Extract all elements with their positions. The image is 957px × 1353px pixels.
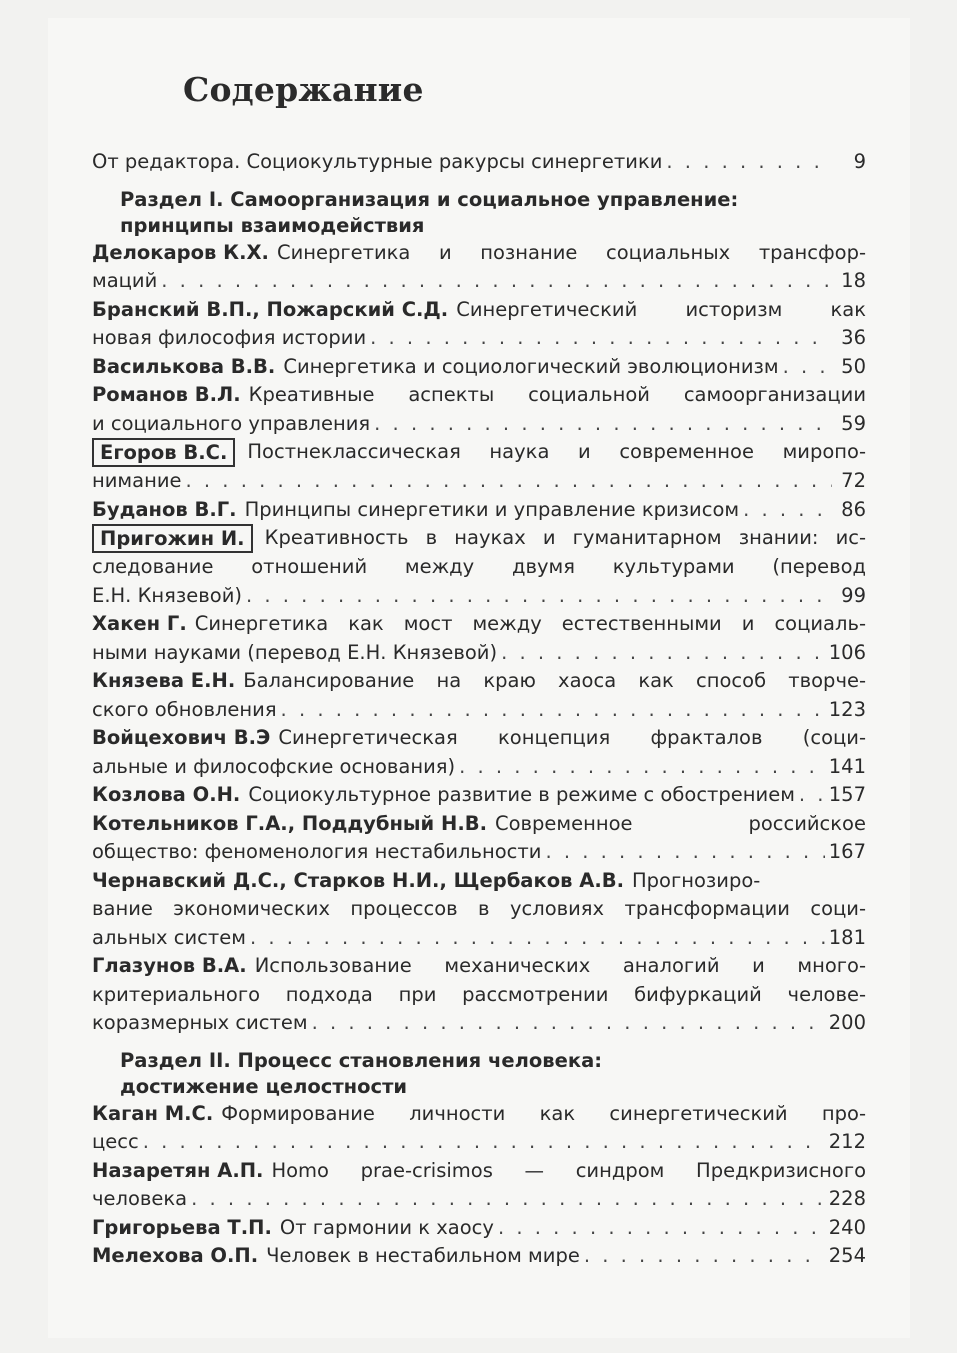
page-number: 157 (828, 783, 866, 806)
toc-entry (92, 810, 866, 867)
entry-title-line: Современное российское (495, 811, 866, 835)
toc-entry (92, 353, 866, 382)
entry-author: Хакен Г. (92, 612, 187, 635)
entry-author: Буданов В.Г. (92, 497, 237, 521)
toc-entry (92, 148, 866, 177)
page-number: 254 (828, 1244, 866, 1267)
dot-leader (666, 148, 832, 177)
entry-title-line: Принципы синергетики и управление кризисом (244, 497, 740, 521)
entry-title-line: Прогнозиро- (632, 868, 761, 892)
entry-title-line: Синергетика и социологический эволюционизм (283, 354, 779, 378)
toc-entry (92, 610, 866, 667)
entry-title-line: следование отношений между двумя культурами (перевод (92, 555, 866, 578)
page-number: 181 (828, 925, 866, 949)
entry-title-line: вание экономических процессов в условиях трансформации соци- (92, 897, 866, 920)
entry-title-line: человека (92, 1187, 188, 1210)
entry-title-line: Постнеклассическая наука и современное миропо- (247, 440, 866, 463)
page-number: 200 (828, 1011, 866, 1034)
entry-title-line: Синергетический историзм как (456, 297, 866, 321)
section-heading (92, 187, 866, 239)
entry-title-line: цесс (92, 1130, 139, 1153)
entry-title-line: Homo prae-crisimos — синдром Предкризисного (271, 1158, 866, 1182)
page-number: 167 (828, 840, 866, 863)
entry-author: Назаретян А.П. (92, 1158, 264, 1182)
section-heading-line: достижение целостности (120, 1074, 408, 1098)
dot-leader (370, 324, 832, 353)
toc-entry (92, 724, 866, 781)
page-number: 18 (841, 269, 866, 292)
dot-leader (186, 467, 832, 496)
dot-leader (498, 1214, 825, 1243)
toc-entry (92, 667, 866, 724)
dot-leader (191, 1185, 825, 1214)
entry-author: Пригожин И. (92, 524, 253, 553)
entry-title-line: альные и философские основания) (92, 754, 456, 778)
entry-title-line: Синергетика и познание социальных трансфор- (276, 240, 866, 264)
entry-title-line: общество: феноменология нестабильности (92, 840, 542, 863)
dot-leader (545, 838, 824, 867)
entry-title-line: нимание (92, 469, 182, 492)
entry-title-line: От редактора. Социокультурные ракурсы синергетики (92, 150, 663, 173)
table-of-contents (92, 148, 866, 1271)
dot-leader (799, 781, 825, 810)
entry-author: Козлова О.Н. (92, 783, 241, 806)
dot-leader (161, 267, 832, 296)
entry-author: Чернавский Д.С., Старков Н.И., Щербаков А.В. (92, 868, 624, 892)
toc-entry (92, 1242, 866, 1271)
entry-title-line: Социокультурное развитие в режиме с обострением (248, 783, 795, 806)
entry-title-line: От гармонии к хаосу (279, 1215, 494, 1239)
toc-entry (92, 867, 866, 953)
page-number: 9 (853, 150, 866, 173)
entry-title-line: Креативные аспекты социальной самоорганизации (248, 383, 866, 406)
entry-author: Каган М.С. (92, 1101, 214, 1125)
dot-leader (143, 1128, 825, 1157)
section-heading-line: Раздел II. Процесс становления человека: (120, 1048, 603, 1072)
section-heading (92, 1048, 866, 1100)
entry-title-line: и социального управления (92, 411, 371, 435)
toc-entry (92, 496, 866, 525)
dot-leader (312, 1009, 825, 1038)
entry-title-line: критериального подхода при рассмотрении бифуркаций челове- (92, 982, 866, 1006)
entry-author: Войцехович В.Э (92, 726, 271, 749)
dot-leader (281, 696, 825, 725)
page-number: 72 (841, 469, 866, 492)
page-title: Содержание (183, 70, 424, 109)
entry-title-line: ского обновления (92, 697, 277, 721)
section-heading-line: принципы взаимодействия (120, 213, 425, 237)
toc-entry (92, 781, 866, 810)
dot-leader (246, 582, 832, 611)
entry-title-line: Использование механических аналогий и много- (254, 954, 866, 977)
entry-author: Котельников Г.А., Поддубный Н.В. (92, 811, 487, 835)
entry-author: Василькова В.В. (92, 354, 276, 378)
entry-title-line: Креативность в науках и гуманитарном знании: ис- (264, 526, 866, 549)
dot-leader (501, 639, 825, 668)
entry-author: Мелехова О.П. (92, 1244, 259, 1267)
dot-leader (459, 753, 825, 782)
page-number: 123 (828, 697, 866, 721)
entry-title-line: альных систем (92, 925, 246, 949)
page-number: 212 (828, 1130, 866, 1153)
entry-author: Романов В.Л. (92, 383, 241, 406)
section-heading-line: Раздел I. Самоорганизация и социальное управление: (120, 187, 739, 211)
toc-entry (92, 1100, 866, 1157)
entry-author: Егоров В.С. (92, 438, 235, 467)
page-number: 106 (828, 640, 866, 664)
dot-leader (250, 924, 825, 953)
dot-leader (783, 353, 832, 382)
dot-leader (584, 1242, 825, 1271)
entry-title-line: Человек в нестабильном мире (266, 1244, 580, 1267)
toc-entry (92, 1157, 866, 1214)
page-number: 86 (841, 497, 866, 521)
entry-title-line: Балансирование на краю хаоса как способ творче- (243, 669, 866, 692)
page-number: 50 (841, 354, 866, 378)
entry-title-line: маций (92, 269, 158, 292)
entry-title-line: Е.Н. Князевой) (92, 583, 242, 607)
entry-title-line: новая философия истории (92, 326, 367, 349)
toc-entry (92, 296, 866, 353)
toc-entry (92, 524, 866, 610)
entry-author: Князева Е.Н. (92, 669, 236, 692)
toc-entry (92, 239, 866, 296)
page-number: 228 (828, 1187, 866, 1210)
entry-title-line: коразмерных систем (92, 1011, 308, 1034)
dot-leader (743, 496, 832, 525)
toc-entry (92, 952, 866, 1038)
dot-leader (374, 410, 832, 439)
entry-title-line: ными науками (перевод Е.Н. Князевой) (92, 640, 498, 664)
page-number: 36 (841, 326, 866, 349)
toc-entry (92, 381, 866, 438)
entry-author: Григорьева Т.П. (92, 1215, 272, 1239)
page-number: 240 (828, 1215, 866, 1239)
toc-entry (92, 1214, 866, 1243)
page-number: 59 (841, 411, 866, 435)
entry-author: Глазунов В.А. (92, 954, 247, 977)
entry-author: Делокаров К.Х. (92, 240, 269, 264)
entry-author: Бранский В.П., Пожарский С.Д. (92, 297, 449, 321)
page-number: 141 (828, 754, 866, 778)
entry-title-line: Синергетическая концепция фракталов (соци- (278, 726, 866, 749)
entry-title-line: Синергетика как мост между естественными и социаль- (194, 612, 866, 635)
entry-title-line: Формирование личности как синергетический про- (221, 1101, 866, 1125)
toc-entry (92, 438, 866, 496)
page-number: 99 (841, 583, 866, 607)
